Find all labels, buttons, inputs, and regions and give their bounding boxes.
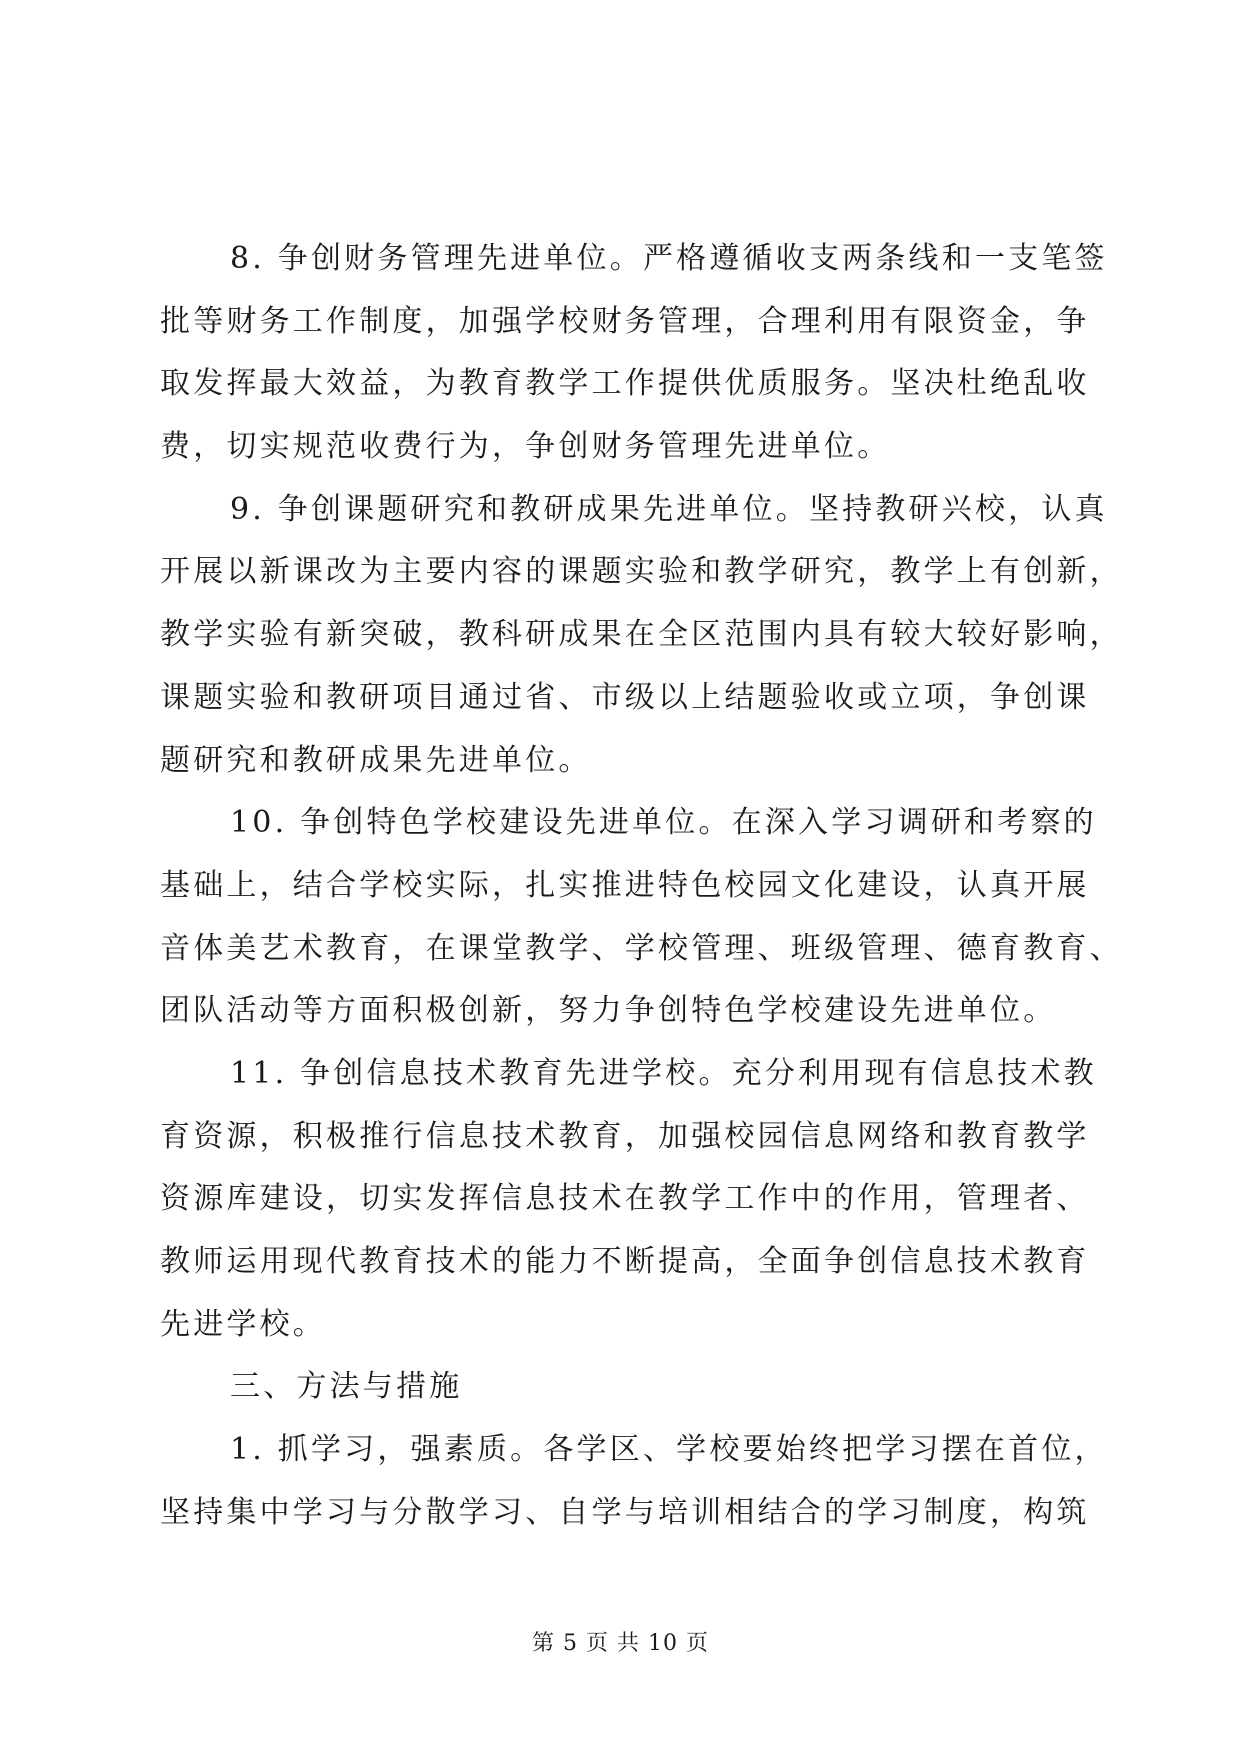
page-number-footer: 第 5 页 共 10 页 [532, 1631, 709, 1656]
paragraph-it-education [160, 1043, 1097, 1356]
text-line: 基础上，结合学校实际，扎实推进特色校园文化建设，认真开展 [160, 867, 1090, 903]
text-line: 先进学校。 [160, 1306, 326, 1342]
text-line: 坚持集中学习与分散学习、自学与培训相结合的学习制度，构筑 [160, 1494, 1090, 1530]
text-line: 取发挥最大效益，为教育教学工作提供优质服务。坚决杜绝乱收 [160, 366, 1090, 402]
text-line: 9. 争创课题研究和教研成果先进单位。坚持教研兴校，认真 [230, 491, 1108, 527]
paragraph-research [160, 479, 1123, 792]
text-line: 教师运用现代教育技术的能力不断提高，全面争创信息技术教育 [160, 1244, 1090, 1279]
paragraph-featured-school [160, 792, 1123, 1043]
section-heading-text: 三、方法与措施 [230, 1369, 463, 1405]
text-line: 费，切实规范收费行为，争创财务管理先进单位。 [160, 429, 891, 465]
text-line: 课题实验和教研项目通过省、市级以上结题验收或立项，争创课 [160, 679, 1090, 715]
text-line: 11. 争创信息技术教育先进学校。充分利用现有信息技术教 [230, 1055, 1097, 1091]
text-line: 开展以新课改为主要内容的课题实验和教学研究，教学上有创新， [160, 554, 1123, 590]
section-heading [160, 1356, 1080, 1419]
text-line: 音体美艺术教育，在课堂教学、学校管理、班级管理、德育教育、 [160, 930, 1123, 966]
text-line: 团队活动等方面积极创新，努力争创特色学校建设先进单位。 [160, 993, 1057, 1029]
document-body [160, 228, 1123, 1544]
paragraph-study [160, 1419, 1108, 1544]
text-line: 1. 抓学习，强素质。各学区、学校要始终把学习摆在首位， [230, 1432, 1108, 1468]
text-line: 8. 争创财务管理先进单位。严格遵循收支两条线和一支笔签 [230, 241, 1108, 276]
text-line: 资源库建设，切实发挥信息技术在教学工作中的作用，管理者、 [160, 1181, 1090, 1217]
text-line: 育资源，积极推行信息技术教育，加强校园信息网络和教育教学 [160, 1118, 1090, 1154]
text-line: 题研究和教研成果先进单位。 [160, 742, 592, 778]
text-line: 10. 争创特色学校建设先进单位。在深入学习调研和考察的 [230, 805, 1097, 841]
text-line: 批等财务工作制度，加强学校财务管理，合理利用有限资金，争 [160, 303, 1090, 339]
paragraph-finance [160, 228, 1108, 479]
text-line: 教学实验有新突破，教科研成果在全区范围内具有较大较好影响， [160, 617, 1123, 653]
